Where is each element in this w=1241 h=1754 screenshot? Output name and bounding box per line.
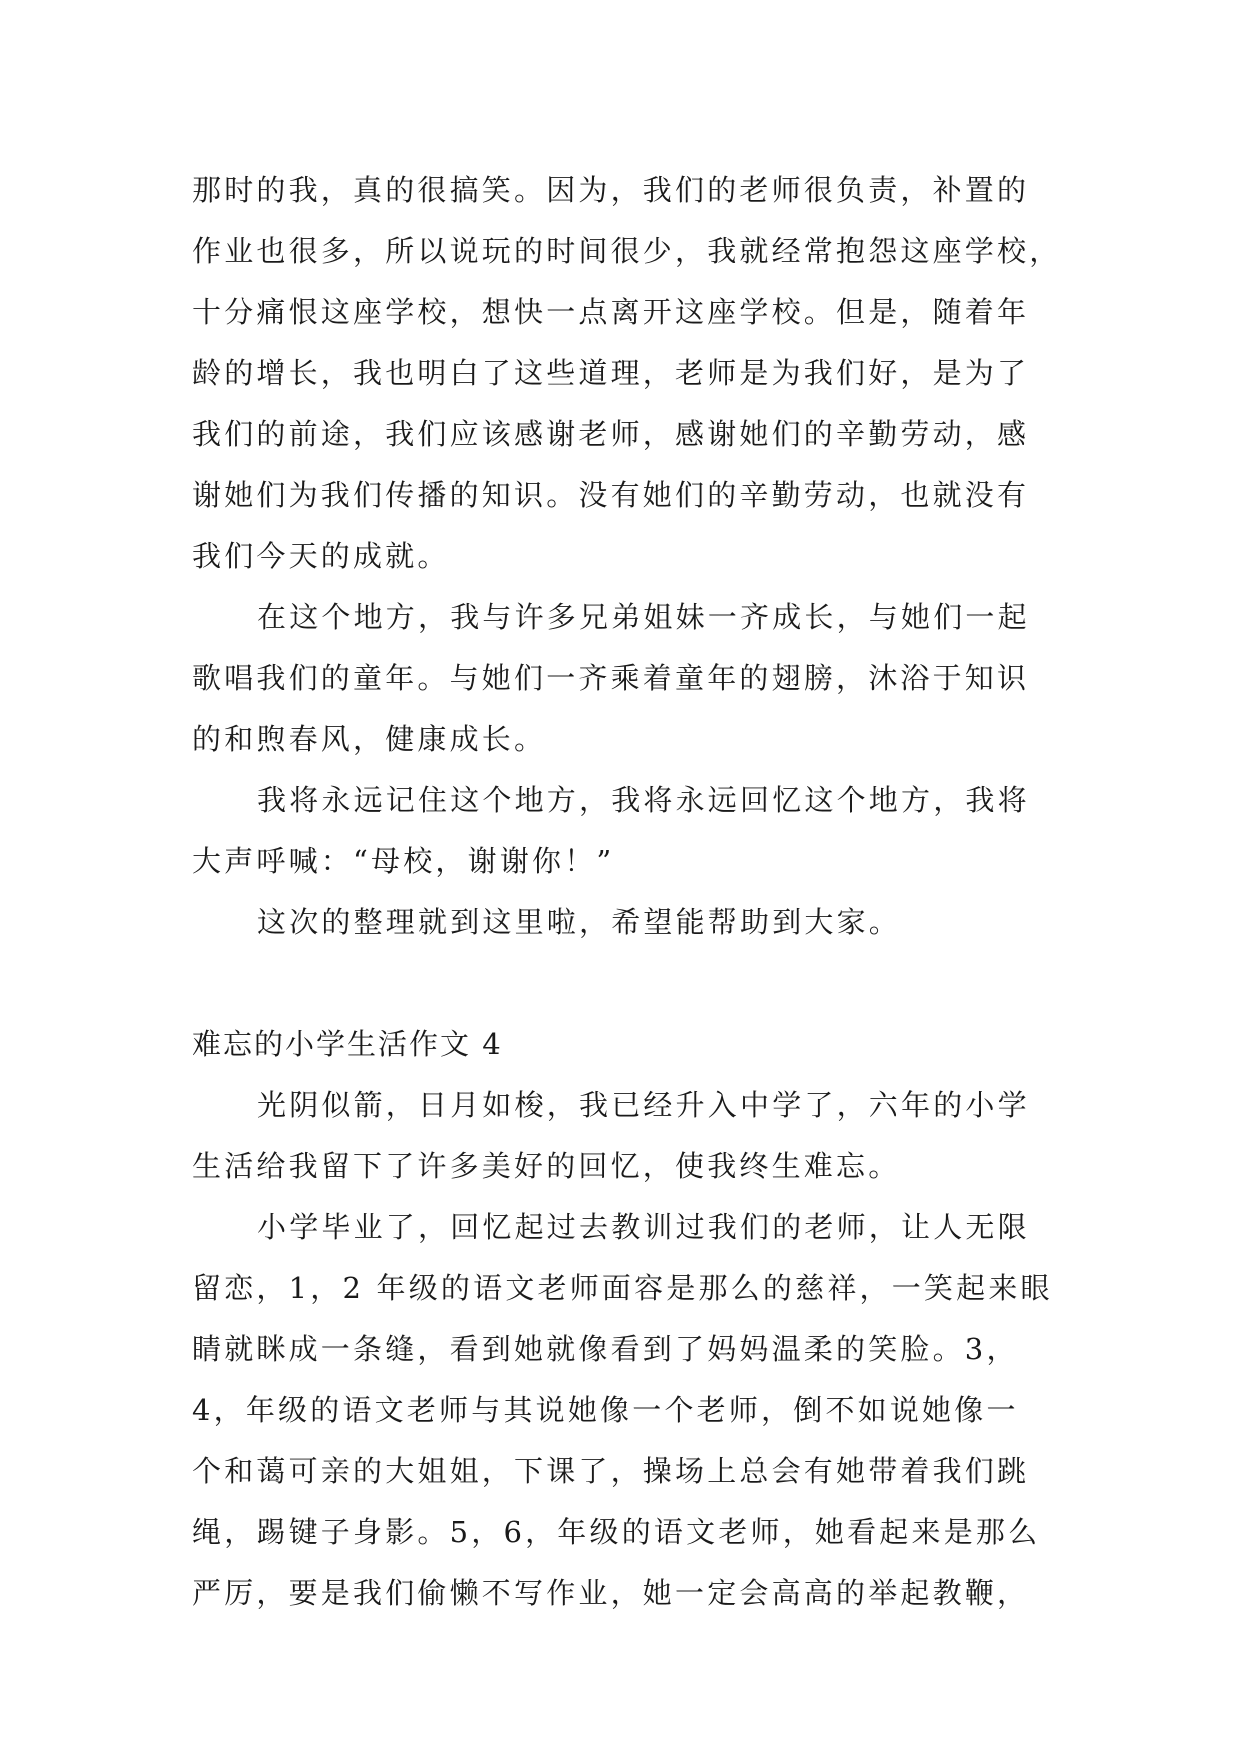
text-line: 睛就眯成一条缝，看到她就像看到了妈妈温柔的笑脸。3， — [192, 1332, 1019, 1366]
text-line: 在这个地方，我与许多兄弟姐妹一齐成长，与她们一起 — [257, 600, 1030, 634]
text-line: 大声呼喊：“母校，谢谢你！” — [192, 844, 615, 878]
spacer — [192, 953, 1062, 1014]
paragraph — [192, 1197, 1062, 1624]
paragraph — [192, 587, 1062, 770]
text-line: 小学毕业了，回忆起过去教训过我们的老师，让人无限 — [257, 1210, 1030, 1244]
text-line: 歌唱我们的童年。与她们一齐乘着童年的翅膀，沐浴于知识 — [192, 661, 1030, 695]
text-line: 龄的增长，我也明白了这些道理，老师是为我们好，是为了 — [192, 356, 1030, 390]
text-line: 生活给我留下了许多美好的回忆，使我终生难忘。 — [192, 1149, 901, 1183]
text-line: 4，年级的语文老师与其说她像一个老师，倒不如说她像一 — [192, 1393, 1019, 1427]
text-line: 留恋，1，2 年级的语文老师面容是那么的慈祥，一笑起来眼 — [192, 1271, 1053, 1305]
text-line: 我们今天的成就。 — [192, 539, 450, 573]
text-line: 谢她们为我们传播的知识。没有她们的辛勤劳动，也就没有 — [192, 478, 1030, 512]
paragraph — [192, 770, 1062, 892]
text-line: 绳，踢键子身影。5，6，年级的语文老师，她看起来是那么 — [192, 1515, 1041, 1549]
text-line: 这次的整理就到这里啦，希望能帮助到大家。 — [257, 905, 902, 939]
text-line: 我将永远记住这个地方，我将永远回忆这个地方，我将 — [257, 783, 1030, 817]
text-line: 严厉，要是我们偷懒不写作业，她一定会高高的举起教鞭， — [192, 1576, 1030, 1610]
paragraph — [192, 1075, 1062, 1197]
text-line: 十分痛恨这座学校，想快一点离开这座学校。但是，随着年 — [192, 295, 1030, 329]
text-line: 作业也很多，所以说玩的时间很少，我就经常抱怨这座学校， — [192, 234, 1062, 268]
section-heading: 难忘的小学生活作文 4 — [192, 1027, 503, 1061]
paragraph — [192, 160, 1062, 587]
text-line: 那时的我，真的很搞笑。因为，我们的老师很负责，补置的 — [192, 173, 1030, 207]
document-page — [192, 160, 1062, 1624]
paragraph — [192, 892, 1062, 953]
text-line: 个和蔼可亲的大姐姐，下课了，操场上总会有她带着我们跳 — [192, 1454, 1030, 1488]
text-line: 的和煦春风，健康成长。 — [192, 722, 547, 756]
text-line: 光阴似箭，日月如梭，我已经升入中学了，六年的小学 — [257, 1088, 1030, 1122]
text-line: 我们的前途，我们应该感谢老师，感谢她们的辛勤劳动，感 — [192, 417, 1030, 451]
